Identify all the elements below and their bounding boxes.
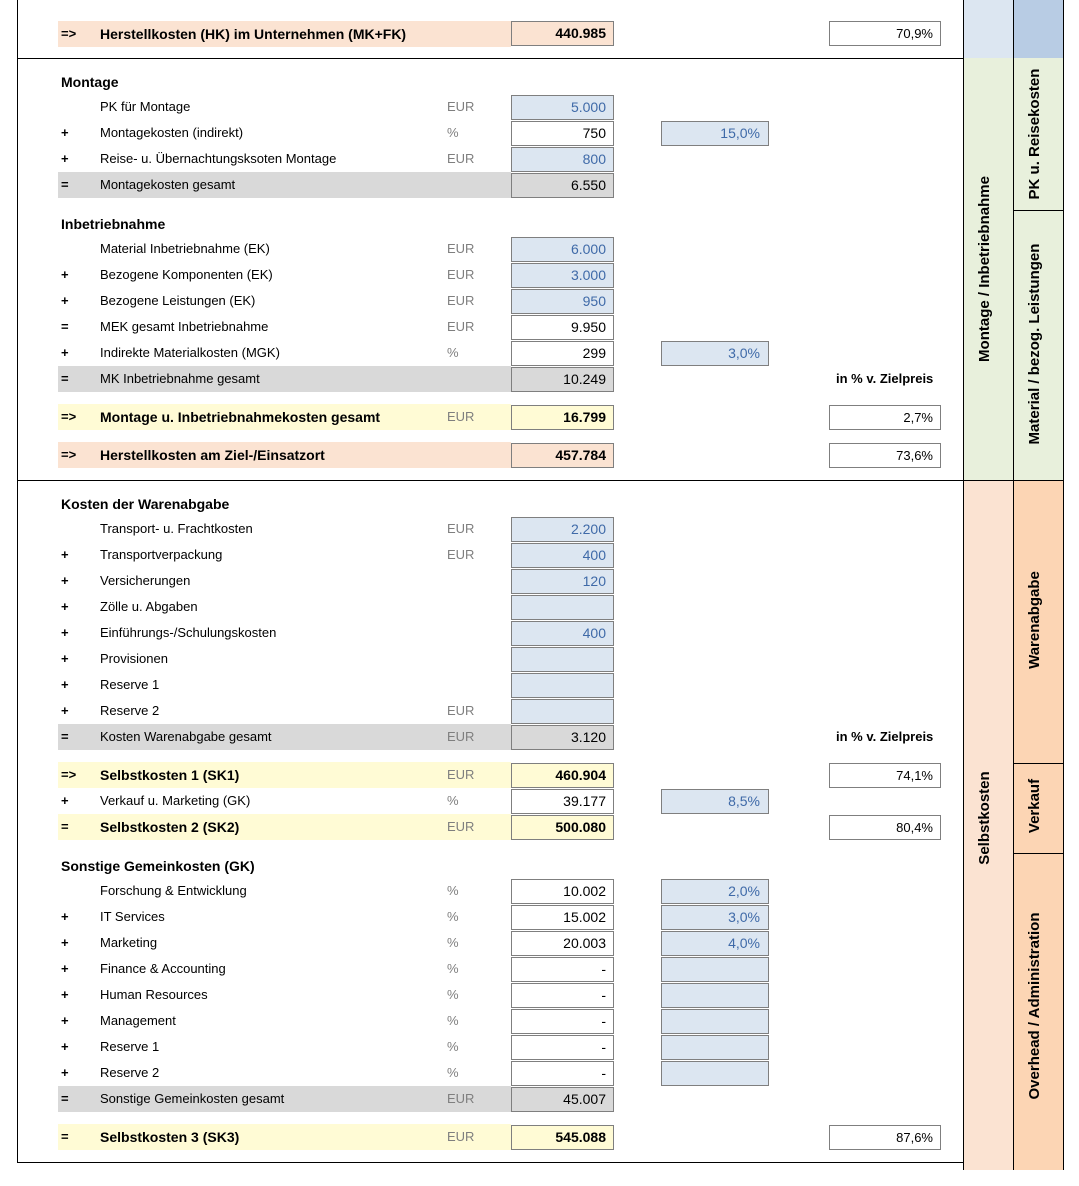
row-label: Bezogene Komponenten (EK) [100, 267, 273, 282]
percent-input-cell[interactable]: 15,0% [661, 121, 769, 146]
row-label: Kosten Warenabgabe gesamt [100, 729, 272, 744]
row-unit: EUR [447, 293, 475, 308]
row-symbol: + [61, 987, 69, 1002]
left-border [17, 0, 18, 1162]
zielpreis-header: in % v. Zielpreis [836, 371, 934, 386]
row-unit: % [447, 1039, 459, 1054]
percent-input-cell[interactable] [661, 1035, 769, 1060]
sum-cell[interactable]: 45.007 [511, 1087, 614, 1112]
row-label: Reserve 2 [100, 703, 160, 718]
sk2-cell[interactable]: 500.080 [511, 815, 614, 840]
section-title-gemeinkosten: Sonstige Gemeinkosten (GK) [61, 858, 255, 874]
row-symbol: + [61, 1013, 69, 1028]
row-label: Transport- u. Frachtkosten [100, 521, 253, 536]
row-unit: EUR [447, 521, 475, 536]
input-cell[interactable]: 120 [511, 569, 614, 594]
value-cell[interactable]: 750 [511, 121, 614, 146]
row-unit: EUR [447, 241, 475, 256]
row-symbol: + [61, 909, 69, 924]
row-label: Marketing [100, 935, 158, 950]
row-symbol: + [61, 651, 69, 666]
value-cell[interactable]: - [511, 983, 614, 1008]
row-label: Reserve 1 [100, 677, 160, 692]
zielpreis-pct-cell[interactable]: 73,6% [829, 443, 941, 468]
row-unit: EUR [447, 729, 475, 744]
row-unit: % [447, 909, 459, 924]
row-symbol: + [61, 935, 69, 950]
row-label: Versicherungen [100, 573, 191, 588]
row-label: Montage u. Inbetriebnahmekosten gesamt [100, 409, 381, 425]
zielpreis-pct-cell[interactable]: 87,6% [829, 1125, 941, 1150]
sk3-cell[interactable]: 545.088 [511, 1125, 614, 1150]
row-label: Transportverpackung [100, 547, 223, 562]
side-label-pk: PK u. Reisekosten [1026, 68, 1043, 200]
value-cell[interactable]: 10.002 [511, 879, 614, 904]
row-symbol: = [61, 371, 69, 386]
row-unit: % [447, 125, 459, 140]
row-label: PK für Montage [100, 99, 191, 114]
value-cell[interactable]: 9.950 [511, 315, 614, 340]
row-symbol: + [61, 151, 69, 166]
row-unit: EUR [447, 319, 475, 334]
row-unit: EUR [447, 767, 475, 782]
input-cell[interactable]: 6.000 [511, 237, 614, 262]
value-cell[interactable]: 39.177 [511, 789, 614, 814]
row-unit: % [447, 987, 459, 1002]
row-unit: % [447, 961, 459, 976]
percent-input-cell[interactable] [661, 983, 769, 1008]
hk-ziel-cell[interactable]: 457.784 [511, 443, 614, 468]
side-label-material: Material / bezog. Leistungen [1026, 243, 1043, 445]
side-label-overhead: Overhead / Administration [1026, 912, 1043, 1100]
row-label: Verkauf u. Marketing (GK) [100, 793, 251, 808]
row-label: Herstellkosten (HK) im Unternehmen (MK+FK) [100, 26, 407, 42]
row-label: Zölle u. Abgaben [100, 599, 198, 614]
value-cell[interactable]: - [511, 1009, 614, 1034]
row-unit: EUR [447, 267, 475, 282]
row-unit: EUR [447, 409, 475, 424]
input-cell[interactable]: 2.200 [511, 517, 614, 542]
row-symbol: + [61, 125, 69, 140]
row-label: Montagekosten (indirekt) [100, 125, 244, 140]
row-label: Einführungs-/Schulungskosten [100, 625, 277, 640]
row-symbol: = [61, 319, 69, 334]
percent-input-cell[interactable]: 2,0% [661, 879, 769, 904]
row-label: Reserve 1 [100, 1039, 160, 1054]
row-unit: EUR [447, 1091, 475, 1106]
row-symbol: = [61, 1091, 69, 1106]
row-symbol: = [61, 177, 69, 192]
side-band-top-blue-inner [1013, 0, 1064, 58]
row-symbol: + [61, 1039, 69, 1054]
input-cell[interactable] [511, 595, 614, 620]
percent-input-cell[interactable]: 3,0% [661, 905, 769, 930]
input-cell[interactable]: 400 [511, 621, 614, 646]
sk1-cell[interactable]: 460.904 [511, 763, 614, 788]
row-symbol: => [61, 447, 77, 462]
zielpreis-pct-cell[interactable]: 70,9% [829, 21, 941, 46]
row-label: Selbstkosten 3 (SK3) [100, 1129, 240, 1145]
hk-unternehmen-cell[interactable]: 440.985 [511, 21, 614, 46]
sum-cell[interactable]: 3.120 [511, 725, 614, 750]
sum-cell[interactable]: 6.550 [511, 173, 614, 198]
zielpreis-pct-cell[interactable]: 74,1% [829, 763, 941, 788]
row-label: MEK gesamt Inbetriebnahme [100, 319, 269, 334]
row-label: Selbstkosten 1 (SK1) [100, 767, 240, 783]
row-symbol: + [61, 1065, 69, 1080]
percent-input-cell[interactable]: 8,5% [661, 789, 769, 814]
value-cell[interactable]: - [511, 1035, 614, 1060]
zielpreis-pct-cell[interactable]: 80,4% [829, 815, 941, 840]
input-cell[interactable]: 950 [511, 289, 614, 314]
side-band-top-blue [963, 0, 1014, 58]
value-cell[interactable]: 20.003 [511, 931, 614, 956]
percent-input-cell[interactable]: 3,0% [661, 341, 769, 366]
row-symbol: => [61, 767, 77, 782]
input-cell[interactable]: 800 [511, 147, 614, 172]
section-divider-1 [17, 58, 963, 59]
value-cell[interactable]: 299 [511, 341, 614, 366]
row-label: Montagekosten gesamt [100, 177, 236, 192]
row-symbol: = [61, 729, 69, 744]
row-label: Indirekte Materialkosten (MGK) [100, 345, 280, 360]
row-symbol: + [61, 961, 69, 976]
row-symbol: + [61, 345, 69, 360]
row-unit: % [447, 793, 459, 808]
row-label: Reise- u. Übernachtungsksoten Montage [100, 151, 337, 166]
row-label: Sonstige Gemeinkosten gesamt [100, 1091, 285, 1106]
row-symbol: + [61, 703, 69, 718]
montage-total-cell[interactable]: 16.799 [511, 405, 614, 430]
row-label: Material Inbetriebnahme (EK) [100, 241, 270, 256]
row-symbol: + [61, 573, 69, 588]
row-symbol: = [61, 819, 69, 834]
row-unit: % [447, 345, 459, 360]
percent-input-cell[interactable] [661, 1009, 769, 1034]
row-label: Herstellkosten am Ziel-/Einsatzort [100, 447, 325, 463]
row-label: MK Inbetriebnahme gesamt [100, 371, 260, 386]
row-unit: % [447, 935, 459, 950]
row-unit: EUR [447, 151, 475, 166]
section-divider-2 [17, 480, 963, 481]
row-unit: % [447, 1013, 459, 1028]
row-symbol: => [61, 26, 77, 41]
bottom-border [17, 1162, 963, 1163]
input-cell[interactable]: 400 [511, 543, 614, 568]
input-cell[interactable]: 3.000 [511, 263, 614, 288]
row-symbol: => [61, 409, 77, 424]
input-cell[interactable]: 5.000 [511, 95, 614, 120]
section-title-warenabgabe: Kosten der Warenabgabe [61, 496, 230, 512]
row-unit: EUR [447, 1129, 475, 1144]
side-label-warenabgabe: Warenabgabe [1026, 571, 1043, 669]
row-label: Provisionen [100, 651, 168, 666]
row-label: Reserve 2 [100, 1065, 160, 1080]
row-label: IT Services [100, 909, 165, 924]
row-unit: % [447, 1065, 459, 1080]
row-symbol: + [61, 625, 69, 640]
row-unit: EUR [447, 703, 475, 718]
row-symbol: + [61, 793, 69, 808]
side-label-montage: Montage / Inbetriebnahme [976, 176, 993, 362]
percent-input-cell[interactable] [661, 1061, 769, 1086]
row-label: Bezogene Leistungen (EK) [100, 293, 256, 308]
percent-input-cell[interactable]: 4,0% [661, 931, 769, 956]
row-unit: % [447, 883, 459, 898]
percent-input-cell[interactable] [661, 957, 769, 982]
row-symbol: + [61, 677, 69, 692]
row-label: Finance & Accounting [100, 961, 226, 976]
row-label: Management [100, 1013, 176, 1028]
input-cell[interactable] [511, 647, 614, 672]
row-symbol: = [61, 1129, 69, 1144]
row-symbol: + [61, 599, 69, 614]
row-label: Human Resources [100, 987, 208, 1002]
row-symbol: + [61, 293, 69, 308]
row-unit: EUR [447, 99, 475, 114]
row-unit: EUR [447, 819, 475, 834]
section-title-inbetriebnahme: Inbetriebnahme [61, 216, 166, 232]
sum-cell[interactable]: 10.249 [511, 367, 614, 392]
zielpreis-header: in % v. Zielpreis [836, 729, 934, 744]
value-cell[interactable]: - [511, 957, 614, 982]
row-symbol: + [61, 547, 69, 562]
input-cell[interactable] [511, 699, 614, 724]
section-title-montage: Montage [61, 74, 119, 90]
value-cell[interactable]: 15.002 [511, 905, 614, 930]
value-cell[interactable]: - [511, 1061, 614, 1086]
row-label: Selbstkosten 2 (SK2) [100, 819, 240, 835]
row-label: Forschung & Entwicklung [100, 883, 247, 898]
row-unit: EUR [447, 547, 475, 562]
side-label-verkauf: Verkauf [1026, 778, 1043, 834]
row-symbol: + [61, 267, 69, 282]
side-label-selbstkosten: Selbstkosten [976, 771, 993, 865]
input-cell[interactable] [511, 673, 614, 698]
zielpreis-pct-cell[interactable]: 2,7% [829, 405, 941, 430]
